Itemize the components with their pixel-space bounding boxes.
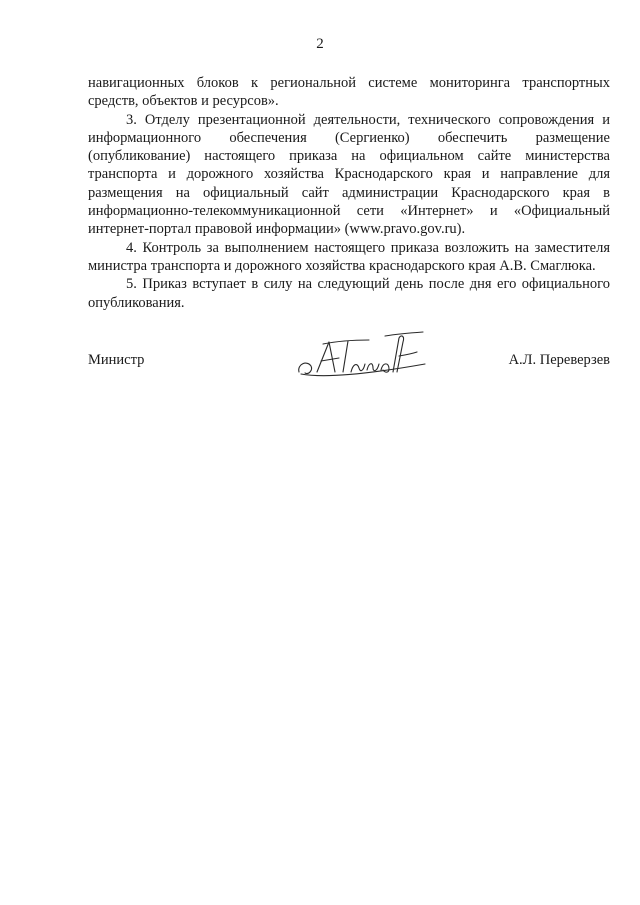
handwritten-signature bbox=[293, 328, 433, 384]
document-body bbox=[88, 74, 610, 312]
signature-block bbox=[88, 328, 610, 384]
signatory-name: А.Л. Переверзев bbox=[508, 352, 610, 368]
paragraph-item-4: 4. Контроль за выполнением настоящего приказа возложить на заместителя министра транспорта и дорожного хозяйства краснодарского края А.В. Смаглюка. bbox=[88, 239, 610, 274]
paragraph-item-3: 3. Отделу презентационной деятельности, технического сопровождения и информационного обеспечения (Сергиенко) обеспечить размещение (опубликование) настоящего приказа на официальном сайте министерства транспорта и дорожного хозяйства Краснодарского края и направление для размещения на официальный сайт администрации Краснодарского края в информационно-телекоммуникационной сети «Интернет» и «Официальный интернет-портал правовой информации» (www.pravo.gov.ru). bbox=[88, 111, 610, 238]
paragraph-continuation: навигационных блоков к региональной системе мониторинга транспортных средств, объектов и ресурсов». bbox=[88, 75, 610, 110]
paragraph-item-5: 5. Приказ вступает в силу на следующий день после дня его официального опубликования. bbox=[88, 276, 610, 311]
page-number: 2 bbox=[316, 36, 324, 52]
signatory-role: Министр bbox=[88, 352, 145, 368]
